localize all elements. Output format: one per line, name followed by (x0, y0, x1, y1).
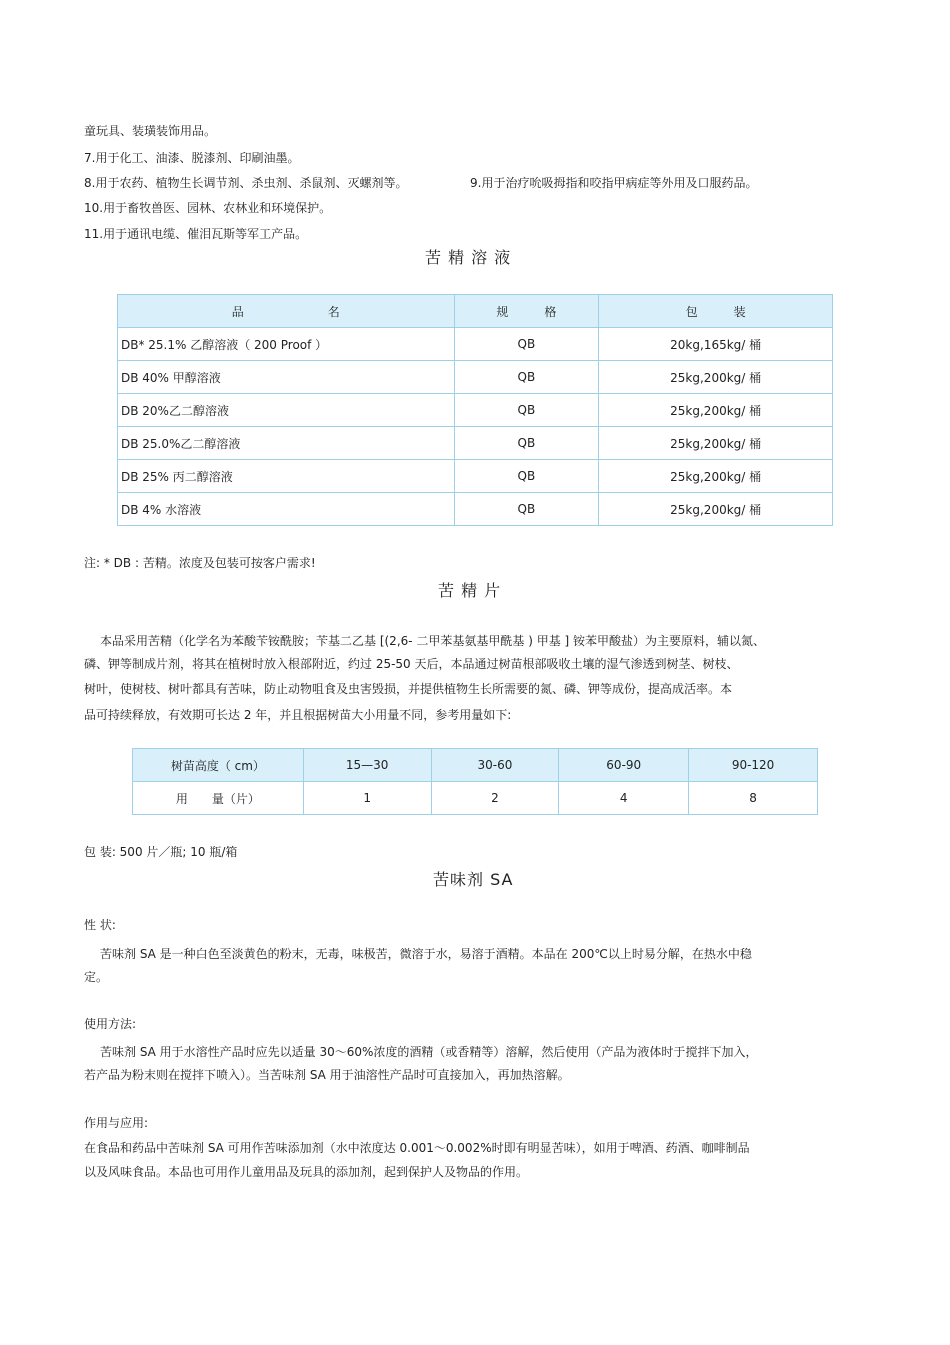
table-row (133, 782, 818, 815)
cell-dosage: 4 (559, 782, 689, 815)
table-row (118, 460, 833, 493)
cell-name: DB 40% 甲醇溶液 (118, 361, 455, 394)
header-range: 30-60 (431, 749, 559, 782)
table-row (118, 394, 833, 427)
solution-table (117, 294, 833, 526)
header-name: 品 名 (118, 295, 455, 328)
header-spec: 规 格 (454, 295, 599, 328)
cell-name: DB 25% 丙二醇溶液 (118, 460, 455, 493)
sa-title: 苦味剂 SA (433, 870, 514, 889)
solution-title: 苦 精 溶 液 (425, 248, 512, 267)
solution-note: 注: * DB : 苦精。浓度及包装可按客户需求! (84, 556, 316, 570)
cell-name: DB 4% 水溶液 (118, 493, 455, 526)
header-range: 90-120 (689, 749, 818, 782)
sa-properties-label: 性 状: (84, 918, 116, 932)
cell-name: DB 25.0%乙二醇溶液 (118, 427, 455, 460)
cell-spec: QB (454, 394, 599, 427)
table-row (118, 493, 833, 526)
tablet-title: 苦 精 片 (438, 581, 502, 600)
cell-spec: QB (454, 493, 599, 526)
uses-line-7: 7.用于化工、油漆、脱漆剂、印刷油墨。 (84, 151, 300, 165)
table-row (118, 361, 833, 394)
sa-properties-text-1: 苦味剂 SA 是一种白色至淡黄色的粉末，无毒，味极苦，微溶于水，易溶于酒精。本品在 200℃以上时易分解，在热水中稳 (100, 947, 752, 961)
tablet-para-line-1: 本品采用苦精（化学名为苯酸苄铵酰胺；苄基二乙基 [(2,6- 二甲苯基氨基甲酰基 ) 甲基 ] 铵苯甲酸盐）为主要原料，辅以氮、 (100, 634, 766, 648)
sa-usage-label: 使用方法: (84, 1017, 137, 1031)
tablet-para-line-3: 树叶，使树枝、树叶都具有苦味，防止动物咀食及虫害毁损，并提供植物生长所需要的氮、磷、钾等成份，提高成活率。本 (84, 682, 733, 696)
tablet-para-line-2: 磷、钾等制成片剂，将其在植树时放入根部附近，约过 25-50 天后，本品通过树苗根部吸收土壤的湿气渗透到树茎、树枝、 (84, 657, 739, 671)
cell-dosage-label: 用 量（片） (133, 782, 304, 815)
sa-application-text-2: 以及风味食品。本品也可用作儿童用品及玩具的添加剂，起到保护人及物品的作用。 (84, 1165, 529, 1179)
sa-usage-text-1: 苦味剂 SA 用于水溶性产品时应先以适量 30～60%浓度的酒精（或香精等）溶解，然后使用（产品为液体时于搅拌下加入， (100, 1045, 758, 1059)
cell-package: 25kg,200kg/ 桶 (599, 361, 833, 394)
uses-line-10: 10.用于畜牧兽医、园林、农林业和环境保护。 (84, 201, 332, 215)
tablet-packaging: 包 装: 500 片／瓶; 10 瓶/箱 (84, 845, 238, 859)
cell-dosage: 1 (303, 782, 431, 815)
cell-package: 25kg,200kg/ 桶 (599, 427, 833, 460)
cell-dosage: 2 (431, 782, 559, 815)
sa-application-text-1: 在食品和药品中苦味剂 SA 可用作苦味添加剂（水中浓度达 0.001～0.002%时即有明显苦味），如用于啤酒、药酒、咖啡制品 (84, 1141, 750, 1155)
cell-name: DB 20%乙二醇溶液 (118, 394, 455, 427)
dosage-table (132, 748, 818, 815)
table-header-row (118, 295, 833, 328)
cell-spec: QB (454, 328, 599, 361)
cell-spec: QB (454, 460, 599, 493)
header-range: 15—30 (303, 749, 431, 782)
table-row (118, 328, 833, 361)
header-package: 包 装 (599, 295, 833, 328)
table-header-row (133, 749, 818, 782)
header-range: 60-90 (559, 749, 689, 782)
cell-package: 25kg,200kg/ 桶 (599, 493, 833, 526)
cell-name: DB* 25.1% 乙醇溶液（ 200 Proof ） (118, 328, 455, 361)
cell-dosage: 8 (689, 782, 818, 815)
cell-spec: QB (454, 427, 599, 460)
header-height: 树苗高度（ cm） (133, 749, 304, 782)
sa-usage-text-2: 若产品为粉末则在搅拌下喷入）。当苦味剂 SA 用于油溶性产品时可直接加入，再加热溶解。 (84, 1068, 570, 1082)
uses-line-9: 9.用于治疗吮吸拇指和咬指甲病症等外用及口服药品。 (470, 176, 758, 190)
uses-line-11: 11.用于通讯电缆、催泪瓦斯等军工产品。 (84, 227, 308, 241)
cell-package: 20kg,165kg/ 桶 (599, 328, 833, 361)
cell-spec: QB (454, 361, 599, 394)
uses-line-0: 童玩具、装璜装饰用品。 (84, 124, 217, 138)
cell-package: 25kg,200kg/ 桶 (599, 460, 833, 493)
table-row (118, 427, 833, 460)
cell-package: 25kg,200kg/ 桶 (599, 394, 833, 427)
uses-line-8: 8.用于农药、植物生长调节剂、杀虫剂、杀鼠剂、灭螺剂等。 (84, 176, 408, 190)
sa-application-label: 作用与应用: (84, 1116, 149, 1130)
sa-properties-text-2: 定。 (84, 970, 109, 984)
tablet-para-line-4: 品可持续释放，有效期可长达 2 年，并且根据树苗大小用量不同，参考用量如下: (84, 708, 512, 722)
